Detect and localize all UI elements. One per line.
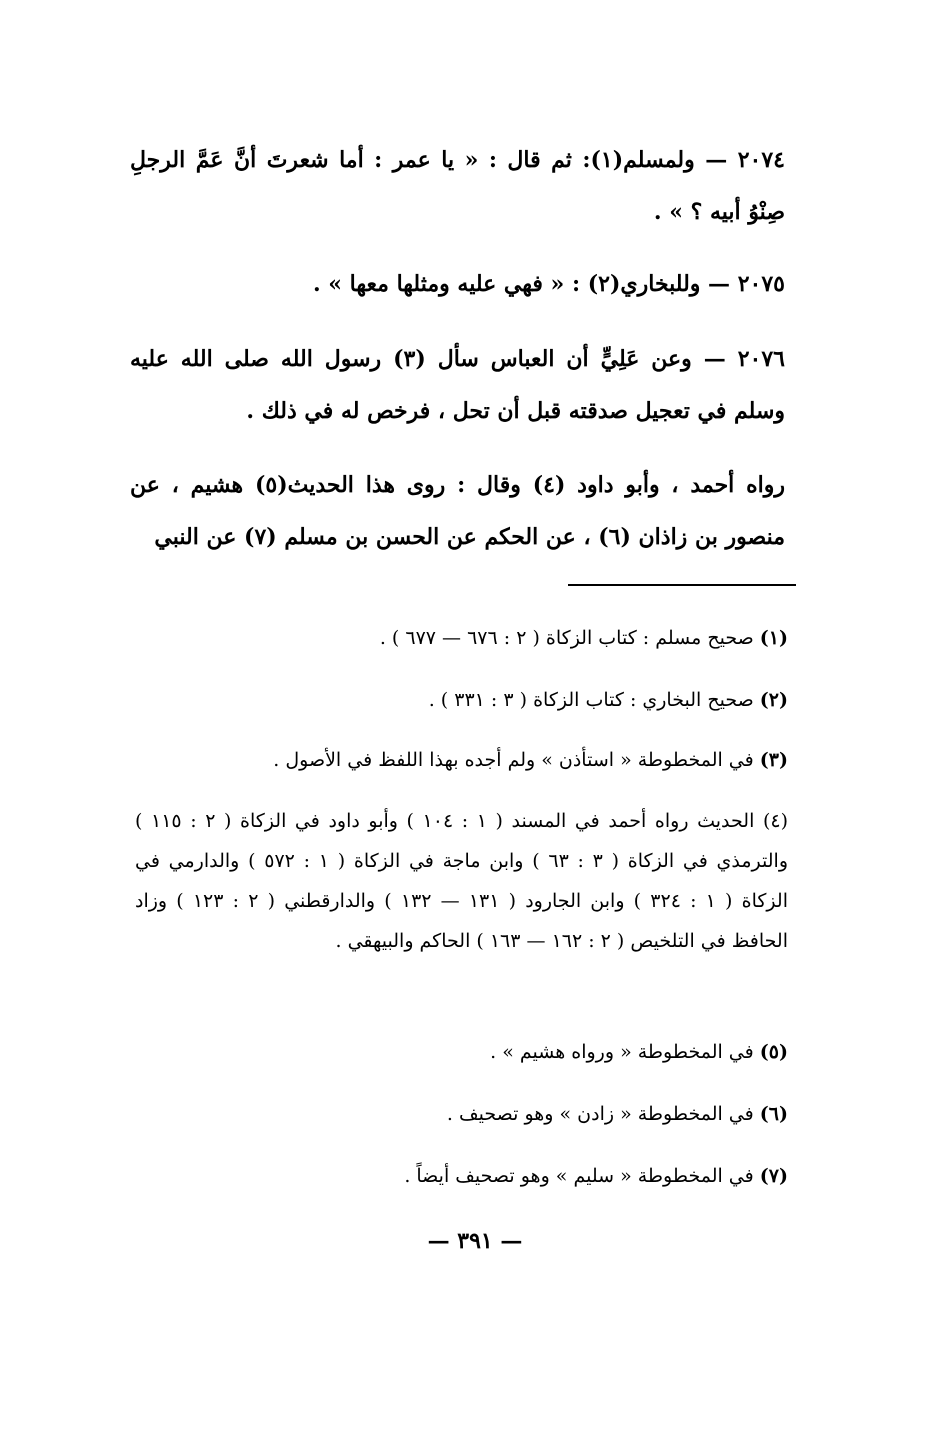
hadith-text: — وللبخاري(٢) : « فهي عليه ومثلها معها » . [312,271,731,297]
footnote-number: (٤) [762,810,788,832]
narration-text: رواه أحمد ، وأبو داود (٤) وقال : روى هذا الحديث(٥) هشيم ، عن منصور بن زاذان (٦) ، عن الحكم عن الحسن بن مسلم (٧) عن النبي [130,472,786,550]
footnote-1 [130,618,788,658]
footnote-number: (٢) [759,689,788,711]
footnote-7 [130,1156,788,1196]
narration-paragraph [130,459,785,563]
footnote-4 [135,801,788,961]
footnote-number: (٥) [759,1041,788,1063]
footnote-text: في المخطوطة « استأذن » ولم أجده بهذا اللفظ في الأصول . [273,749,754,771]
hadith-number: ٢٠٧٥ [737,271,785,297]
hadith-paragraph-2076 [130,333,785,437]
footnote-5 [130,1032,788,1072]
footnote-number: (٧) [759,1165,788,1187]
footnote-3 [130,740,788,780]
hadith-number: ٢٠٧٦ [737,346,785,372]
footnote-text: في المخطوطة « ورواه هشيم » . [490,1041,754,1063]
footnote-text: الحديث رواه أحمد في المسند ( ١ : ١٠٤ ) وأبو داود في الزكاة ( ٢ : ١١٥ ) والترمذي في الزكاة ( ٣ : ٦٣ ) وابن ماجة في الزكاة ( ١ : ٥٧٢ ) والدارمي في الزكاة ( ١ : ٣٢٤ ) وابن الجارود ( ١٣١ — ١٣٢ ) والدارقطني ( ٢ : ١٢٣ ) وزاد الحافظ في التلخيص ( ٢ : ١٦٢ — ١٦٣ ) الحاكم والبيهقي . [135,810,789,952]
hadith-text: — وعن عَلِيٍّ أن العباس سأل (٣) رسول الله صلى الله عليه وسلم في تعجيل صدقته قبل أن تحل ، فرخص له في ذلك . [130,346,785,424]
footnote-number: (١) [759,627,788,649]
footnote-text: صحيح مسلم : كتاب الزكاة ( ٢ : ٦٧٦ — ٦٧٧ ) . [379,627,754,649]
footnote-text: في المخطوطة « سليم » وهو تصحيف أيضاً . [404,1165,754,1187]
hadith-number: ٢٠٧٤ [737,147,785,173]
page-number: — ٣٩١ — [427,1228,523,1254]
footnote-divider [568,584,796,586]
hadith-text: — ولمسلم(١): ثم قال : « يا عمر : أما شعرتَ أنَّ عَمَّ الرجلِ صِنْوُ أبيه ؟ » . [130,147,785,225]
footnote-number: (٦) [759,1103,788,1125]
footnote-text: صحيح البخاري : كتاب الزكاة ( ٣ : ٣٣١ ) . [428,689,754,711]
footnote-number: (٣) [759,749,788,771]
footnote-6 [130,1094,788,1134]
hadith-paragraph-2074 [130,134,785,238]
hadith-paragraph-2075 [130,258,785,310]
footnote-2 [130,680,788,720]
footnote-text: في المخطوطة « زادن » وهو تصحيف . [446,1103,754,1125]
